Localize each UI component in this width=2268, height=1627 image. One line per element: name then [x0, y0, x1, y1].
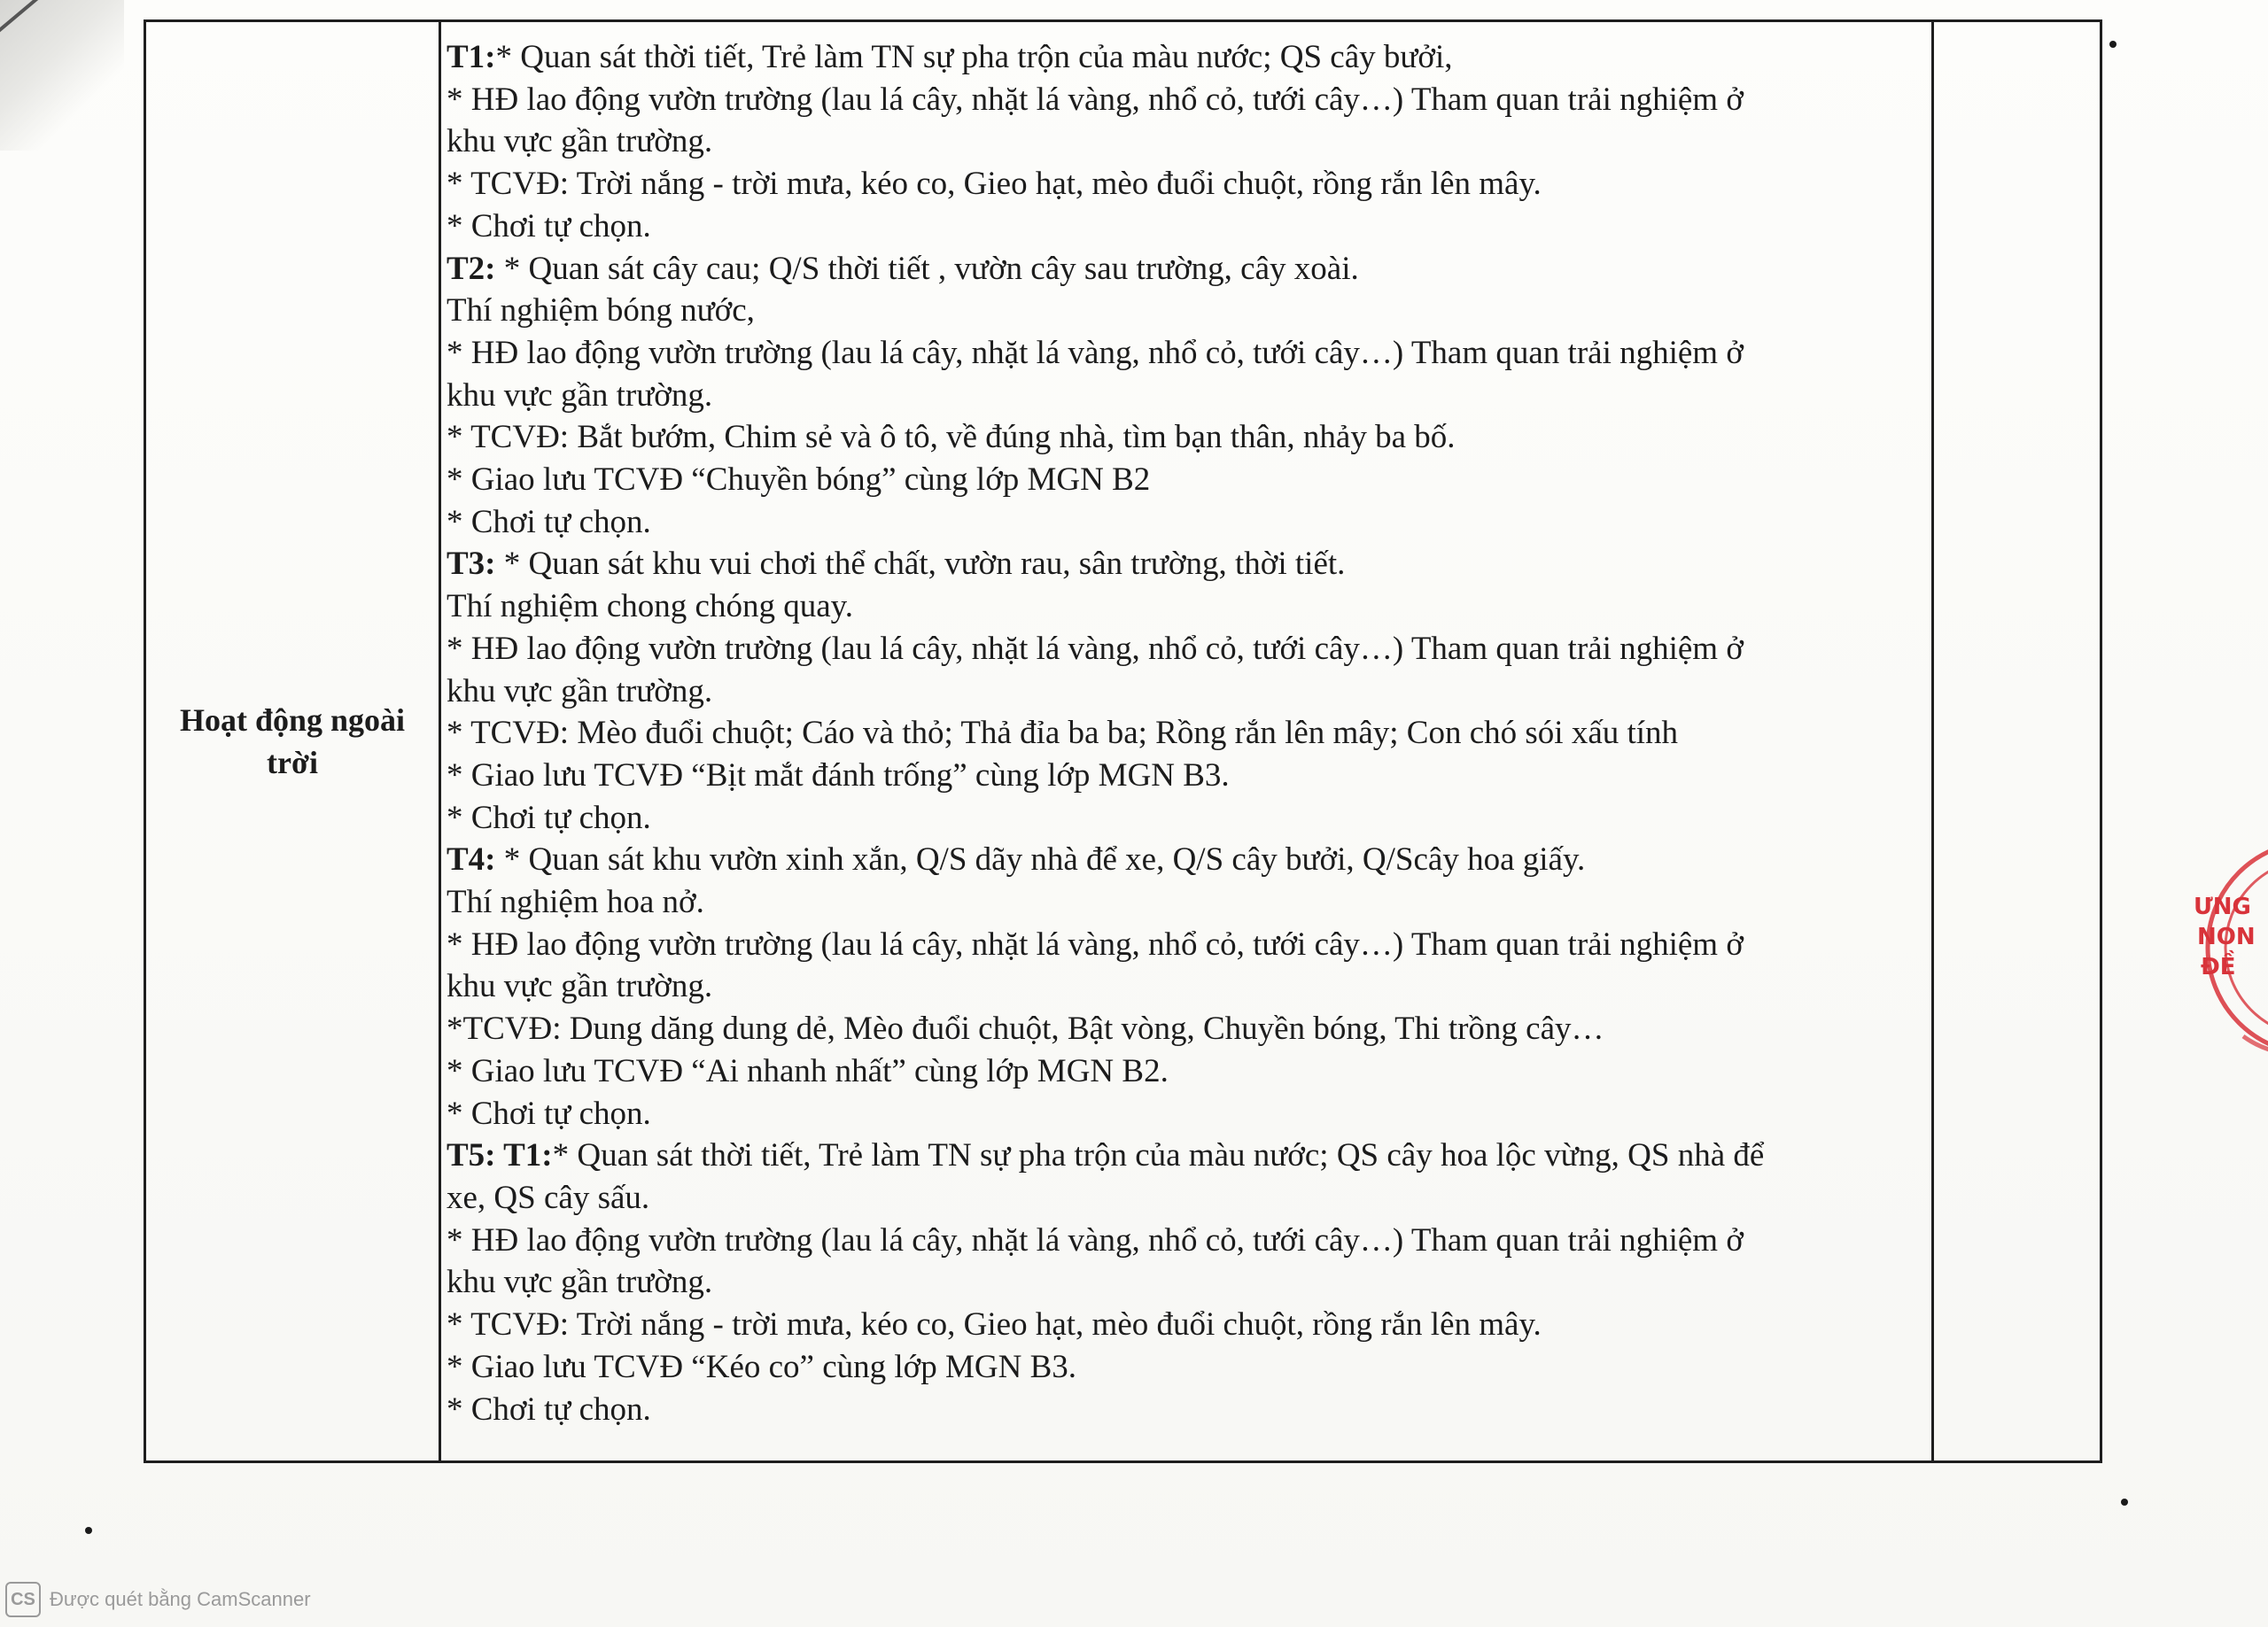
content-line — [447, 881, 1931, 924]
line-text: * Giao lưu TCVĐ “Kéo co” cùng lớp MGN B3. — [447, 1348, 1077, 1385]
line-text: * Chơi tự chọn. — [447, 503, 651, 540]
content-line — [447, 332, 1931, 375]
line-text: khu vực gần trường. — [447, 672, 713, 709]
content-line — [447, 1389, 1931, 1431]
day-prefix: T1: — [447, 39, 496, 75]
day-prefix: T5: T1: — [447, 1137, 553, 1174]
content-line — [447, 839, 1931, 881]
content-line — [447, 755, 1931, 797]
line-text: Thí nghiệm chong chóng quay. — [447, 588, 853, 625]
line-text: xe, QS cây sấu. — [447, 1179, 650, 1216]
line-text: Thí nghiệm hoa nở. — [447, 884, 704, 921]
content-line — [447, 628, 1931, 670]
content-line — [447, 585, 1931, 628]
line-text: * Quan sát thời tiết, Trẻ làm TN sự pha trộn của màu nước; QS cây bưởi, — [495, 39, 1453, 75]
seal-graphic — [2181, 815, 2268, 1081]
content-line — [447, 416, 1931, 459]
line-text: * HĐ lao động vườn trường (lau lá cây, nhặt lá vàng, nhổ cỏ, tưới cây…) Tham quan trải nghiệm ở — [447, 1221, 1744, 1259]
line-text: * Giao lưu TCVĐ “Bịt mắt đánh trống” cùng lớp MGN B3. — [447, 756, 1230, 794]
line-text: * Chơi tự chọn. — [447, 1391, 651, 1428]
content-line — [447, 163, 1931, 205]
line-text: * HĐ lao động vườn trường (lau lá cây, nhặt lá vàng, nhổ cỏ, tưới cây…) Tham quan trải nghiệm ở — [447, 334, 1744, 371]
content-line — [447, 501, 1931, 544]
line-text: * Quan sát khu vui chơi thể chất, vườn rau, sân trường, thời tiết. — [495, 546, 1346, 583]
scan-speck — [2121, 1499, 2128, 1506]
table-row — [145, 21, 2101, 1462]
line-text: * HĐ lao động vườn trường (lau lá cây, nhặt lá vàng, nhổ cỏ, tưới cây…) Tham quan trải nghiệm ở — [447, 926, 1744, 963]
content-line — [447, 1261, 1931, 1304]
activity-content-cell — [440, 21, 1933, 1462]
notes-cell — [1933, 21, 2101, 1462]
content-line — [447, 797, 1931, 840]
line-text: * Chơi tự chọn. — [447, 207, 651, 244]
content-line — [447, 79, 1931, 121]
activity-label-line-1: Hoạt động ngoài — [179, 702, 406, 738]
content-line — [447, 712, 1931, 755]
content-line — [447, 1093, 1931, 1135]
line-text: * TCVĐ: Trời nắng - trời mưa, kéo co, Gieo hạt, mèo đuổi chuột, rồng rắn lên mây. — [447, 1306, 1542, 1344]
line-text: * TCVĐ: Mèo đuổi chuột; Cáo và thỏ; Thả đỉa ba ba; Rồng rắn lên mây; Con chó sói xấu tính — [447, 715, 1679, 752]
line-text: * HĐ lao động vườn trường (lau lá cây, nhặt lá vàng, nhổ cỏ, tưới cây…) Tham quan trải nghiệm ở — [447, 630, 1744, 667]
content-line — [447, 120, 1931, 163]
content-line — [447, 1346, 1931, 1389]
line-text: khu vực gần trường. — [447, 1264, 713, 1301]
scan-speck — [2109, 41, 2117, 48]
line-text: khu vực gần trường. — [447, 376, 713, 414]
line-text: * Chơi tự chọn. — [447, 1095, 651, 1132]
seal-text-line-2: NON — [2197, 924, 2256, 950]
line-text: Thí nghiệm bóng nước, — [447, 292, 755, 329]
activity-plan-table — [144, 19, 2102, 1463]
camscanner-logo-icon: CS — [5, 1582, 41, 1617]
content-line — [447, 290, 1931, 332]
activity-label-cell — [145, 21, 440, 1462]
content-line — [447, 248, 1931, 291]
line-text: * HĐ lao động vườn trường (lau lá cây, nhặt lá vàng, nhổ cỏ, tưới cây…) Tham quan trải nghiệm ở — [447, 81, 1744, 118]
content-line — [447, 1220, 1931, 1262]
line-text: khu vực gần trường. — [447, 968, 713, 1005]
line-text: * Giao lưu TCVĐ “Chuyền bóng” cùng lớp MGN B2 — [447, 461, 1151, 499]
line-text: * Quan sát thời tiết, Trẻ làm TN sự pha trộn của màu nước; QS cây hoa lộc vừng, QS nhà để — [552, 1137, 1765, 1174]
content-line — [447, 375, 1931, 417]
page-corner-shadow — [0, 0, 124, 151]
content-line — [447, 543, 1931, 585]
content-line — [447, 1135, 1931, 1177]
day-prefix: T2: — [447, 250, 496, 287]
seal-text-line-3: ĐỀ — [2201, 954, 2236, 980]
day-prefix: T3: — [447, 546, 496, 583]
content-line — [447, 36, 1931, 79]
line-text: * Chơi tự chọn. — [447, 799, 651, 836]
content-line — [447, 205, 1931, 248]
content-lines — [447, 36, 1931, 1430]
line-text: *TCVĐ: Dung dăng dung dẻ, Mèo đuổi chuột, Bật vòng, Chuyền bóng, Thi trồng cây… — [447, 1011, 1604, 1048]
content-line — [447, 1008, 1931, 1050]
line-text: * Giao lưu TCVĐ “Ai nhanh nhất” cùng lớp MGN B2. — [447, 1052, 1169, 1089]
content-line — [447, 1050, 1931, 1093]
line-text: * TCVĐ: Trời nắng - trời mưa, kéo co, Gieo hạt, mèo đuổi chuột, rồng rắn lên mây. — [447, 166, 1542, 203]
line-text: khu vực gần trường. — [447, 123, 713, 160]
seal-text-line-1: ƯNG — [2194, 894, 2251, 920]
activity-label-line-2: trời — [267, 745, 318, 780]
content-line — [447, 924, 1931, 966]
camscanner-watermark — [5, 1582, 311, 1617]
content-line — [447, 1304, 1931, 1346]
content-line — [447, 965, 1931, 1008]
red-seal-stamp — [2181, 815, 2268, 1081]
content-line — [447, 459, 1931, 501]
content-line — [447, 670, 1931, 713]
content-line — [447, 1177, 1931, 1220]
camscanner-text: Được quét bằng CamScanner — [50, 1588, 311, 1610]
line-text: * Quan sát cây cau; Q/S thời tiết , vườn cây sau trường, cây xoài. — [495, 250, 1359, 287]
line-text: * TCVĐ: Bắt bướm, Chim sẻ và ô tô, về đúng nhà, tìm bạn thân, nhảy ba bố. — [447, 419, 1456, 456]
scan-speck — [85, 1527, 92, 1534]
day-prefix: T4: — [447, 841, 496, 879]
line-text: * Quan sát khu vườn xinh xắn, Q/S dãy nhà để xe, Q/S cây bưởi, Q/Scây hoa giấy. — [495, 841, 1586, 879]
